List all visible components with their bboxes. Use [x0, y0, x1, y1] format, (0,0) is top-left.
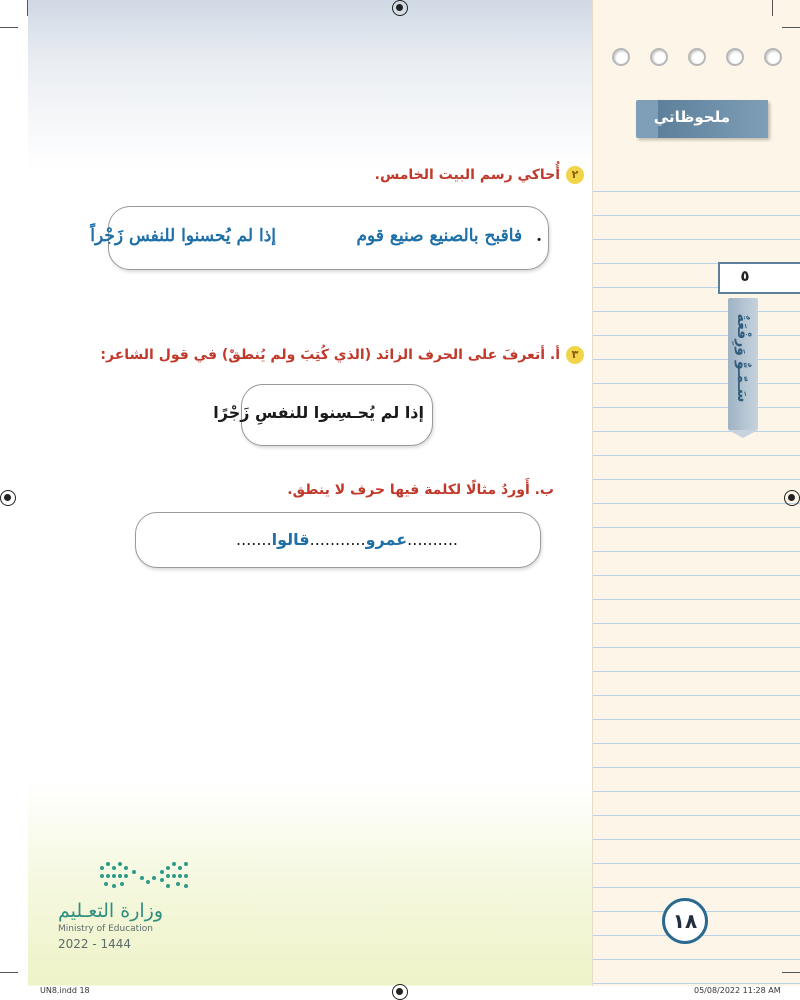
answer-word-qalu: قالوا [271, 530, 310, 549]
notes-header [636, 100, 768, 138]
verse-first-half [356, 226, 542, 246]
answer-dots: ........... [309, 530, 366, 549]
answer-dots: ....... [236, 530, 272, 549]
crop-mark [772, 0, 773, 16]
question-2-text: أُحاكي رسم البيت الخامس. [374, 167, 560, 183]
verse-display: إذا لم يُحـسِنوا للنفسِ زَجْرًا [213, 403, 424, 422]
registration-mark-icon [392, 0, 408, 16]
unit-tab [728, 298, 758, 430]
verse-first-half-text: فاقبح بالصنيع صنيع قوم [356, 226, 523, 246]
crop-mark [782, 972, 800, 973]
crop-mark [0, 972, 18, 973]
notes-title: ملحوظاتي [653, 108, 730, 126]
question-3b-prompt: ب. أَوردُ مثالًا لكلمة فيها حرف لا ينطق. [287, 482, 554, 498]
registration-mark-icon [0, 490, 16, 506]
page-number: ١٨ [662, 898, 708, 944]
question-3-number: ٣ [566, 346, 584, 364]
ministry-year: 2022 - 1444 [58, 937, 132, 951]
question-3a-text: أ. أتعرفَ على الحرف الزائد (الذي كُتِبَ ولم يُنطقْ) في قول الشاعر: [100, 347, 560, 363]
registration-mark-icon [784, 490, 800, 506]
ministry-name-arabic: وزارة التعـليم [58, 900, 164, 922]
notes-panel [592, 0, 800, 986]
binder-hole-icon [726, 48, 744, 66]
verse-second-half: إذا لم يُحسنوا للنفس زَجْراً [90, 226, 276, 246]
answer-dots: .......... [407, 530, 458, 549]
binder-hole-icon [764, 48, 782, 66]
binder-hole-icon [688, 48, 706, 66]
lesson-number: ٥ [740, 267, 750, 285]
binder-hole-icon [650, 48, 668, 66]
verse-lead-dot: . [536, 226, 542, 246]
slug-file: UN8.indd 18 [40, 986, 90, 995]
binder-hole-icon [612, 48, 630, 66]
question-2-prompt [375, 166, 584, 184]
unit-label: سَـمّـوٌّ وَرِفْعَةٌ [734, 313, 750, 403]
answer-word-amr: عمرو [365, 530, 408, 549]
registration-mark-icon [392, 984, 408, 1000]
crop-mark [27, 0, 28, 16]
ministry-name-english: Ministry of Education [58, 924, 153, 934]
crop-mark [0, 27, 18, 28]
crop-mark [782, 27, 800, 28]
lesson-number-box [718, 262, 800, 294]
question-2-number: ٢ [566, 166, 584, 184]
question-3a-prompt [100, 346, 584, 364]
slug-timestamp: 05/08/2022 11:28 AM [694, 986, 781, 995]
answer-line [236, 530, 458, 549]
